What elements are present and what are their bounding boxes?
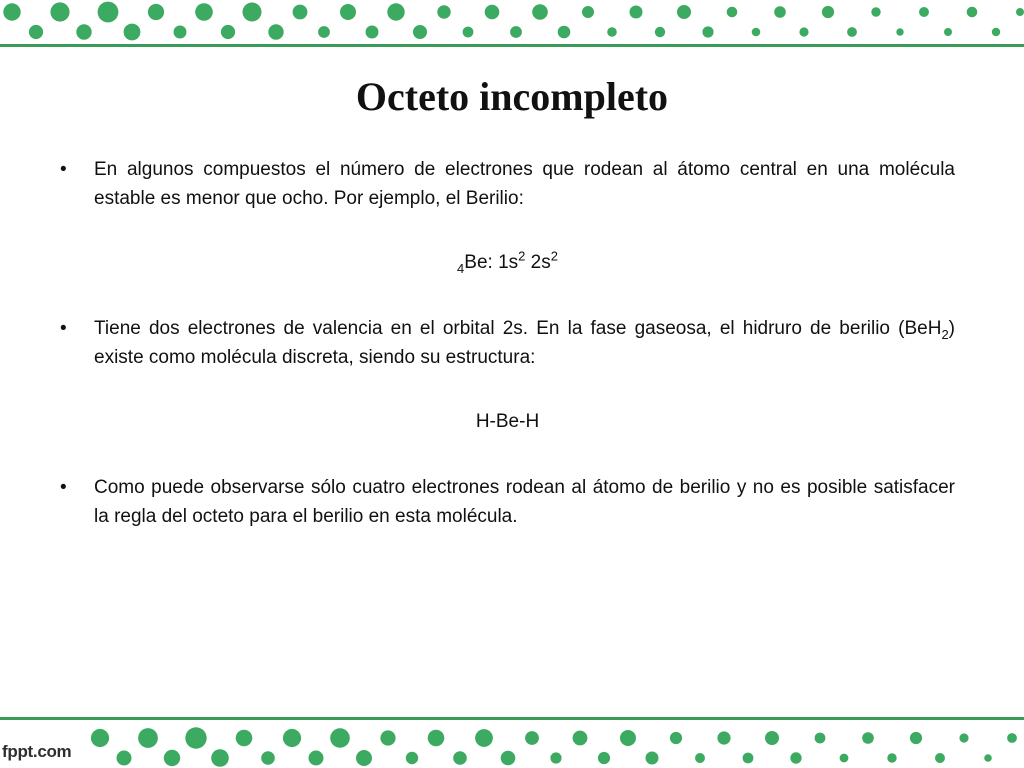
decorative-dot [1016, 8, 1024, 16]
bullet-item-1 [60, 155, 955, 213]
decorative-dot [174, 26, 187, 39]
decorative-dot [558, 26, 571, 39]
decorative-dot [822, 6, 834, 18]
decorative-dot [293, 5, 308, 20]
decorative-dot [695, 753, 705, 763]
decorative-dot [910, 732, 922, 744]
decorative-dot [164, 750, 180, 766]
decorative-dot [525, 731, 539, 745]
decorative-dot [243, 3, 262, 22]
decorative-dot [221, 25, 235, 39]
bullet-dot: • [60, 477, 67, 498]
decorative-dot [752, 28, 761, 37]
decorative-dot [29, 25, 43, 39]
decorative-dot [453, 751, 467, 765]
decorative-dot [896, 28, 903, 35]
decorative-dot [799, 27, 808, 36]
decorative-dot [790, 752, 801, 763]
bullet-text: Tiene dos electrones de valencia en el orbital 2s. En la fase gaseosa, el hidruro de berilio (BeH$_2$) existe como molécula discreta, siendo su estructura: [94, 318, 955, 368]
decorative-dot [582, 6, 594, 18]
decorative-dot [380, 730, 395, 745]
decorative-dot [677, 5, 691, 19]
slide-body [60, 155, 955, 531]
top-dot-border [0, 0, 1024, 50]
decorative-dot [406, 752, 418, 764]
decorative-dot [774, 6, 786, 18]
slide-title: Octeto incompleto [355, 74, 669, 119]
decorative-dot [501, 751, 516, 766]
decorative-dot [340, 4, 356, 20]
decorative-dot [847, 27, 857, 37]
bottom-dot-border [0, 716, 1024, 768]
decorative-dot [935, 753, 945, 763]
decorative-dot [510, 26, 522, 38]
decorative-dot [887, 753, 896, 762]
decorative-dot [815, 733, 826, 744]
decorative-dot [598, 752, 610, 764]
bullet-item-3 [60, 473, 955, 531]
decorative-dot [3, 3, 20, 20]
decorative-dot [485, 5, 500, 20]
decorative-dot [607, 27, 617, 37]
decorative-dot [702, 26, 713, 37]
decorative-dot [765, 731, 779, 745]
bullet-dot: • [60, 318, 67, 339]
divider-line [0, 44, 1024, 47]
decorative-dot [620, 730, 636, 746]
decorative-dot [211, 749, 229, 767]
decorative-dot [992, 28, 1000, 36]
decorative-dot [318, 26, 330, 38]
decorative-dot [366, 26, 379, 39]
decorative-dot [185, 727, 206, 748]
decorative-dot [862, 732, 874, 744]
decorative-dot [463, 27, 474, 38]
decorative-dot [117, 751, 132, 766]
molecular-structure: H-Be-H [475, 411, 540, 432]
decorative-dot [959, 733, 968, 742]
decorative-dot [717, 731, 730, 744]
bullet-text: En algunos compuestos el número de electrones que rodean al átomo central en una molécula estable es menor que ocho. Por ejemplo, el Berilio: [94, 159, 955, 209]
decorative-dot [967, 7, 978, 18]
decorative-dot [919, 7, 929, 17]
bottom-band-svg [0, 716, 1024, 768]
decorative-dot [550, 752, 561, 763]
top-band-svg [0, 0, 1024, 50]
decorative-dot [727, 7, 738, 18]
decorative-dot [138, 728, 158, 748]
decorative-dot [387, 3, 404, 20]
bullet-text: Como puede observarse sólo cuatro electrones rodean al átomo de berilio y no es posible satisfacer la regla del octeto para el berilio en esta molécula. [94, 477, 955, 527]
decorative-dot [840, 754, 849, 763]
fppt-logo: fppt.com [2, 742, 72, 761]
decorative-dot [195, 3, 213, 21]
decorative-dot [1007, 733, 1017, 743]
decorative-dot [98, 2, 119, 23]
decorative-dot [148, 4, 164, 20]
decorative-dot [261, 751, 275, 765]
atomic-number: 4 [457, 260, 465, 276]
decorative-dot [76, 24, 91, 39]
decorative-dot [573, 731, 588, 746]
decorative-dot [268, 24, 283, 39]
decorative-dot [91, 729, 109, 747]
decorative-dot [50, 2, 69, 21]
decorative-dot [124, 24, 141, 41]
decorative-dot [437, 5, 450, 18]
decorative-dot [330, 728, 350, 748]
decorative-dot [532, 4, 548, 20]
decorative-dot [871, 7, 880, 16]
decorative-dot [944, 28, 952, 36]
divider-line [0, 717, 1024, 720]
decorative-dot [984, 754, 992, 762]
decorative-dot [283, 729, 301, 747]
bullet-item-2 [60, 314, 955, 372]
decorative-dot [309, 751, 324, 766]
decorative-dot [413, 25, 427, 39]
decorative-dot [356, 750, 372, 766]
decorative-dot [428, 730, 445, 747]
decorative-dot [630, 6, 643, 19]
decorative-dot [670, 732, 682, 744]
decorative-dot [646, 752, 659, 765]
decorative-dot [475, 729, 493, 747]
decorative-dot [655, 27, 665, 37]
electron-configuration: $_4$Be: $1s^2$ $2s^2$ [457, 248, 558, 276]
bullet-dot: • [60, 159, 67, 180]
decorative-dot [743, 753, 754, 764]
decorative-dot [236, 730, 253, 747]
